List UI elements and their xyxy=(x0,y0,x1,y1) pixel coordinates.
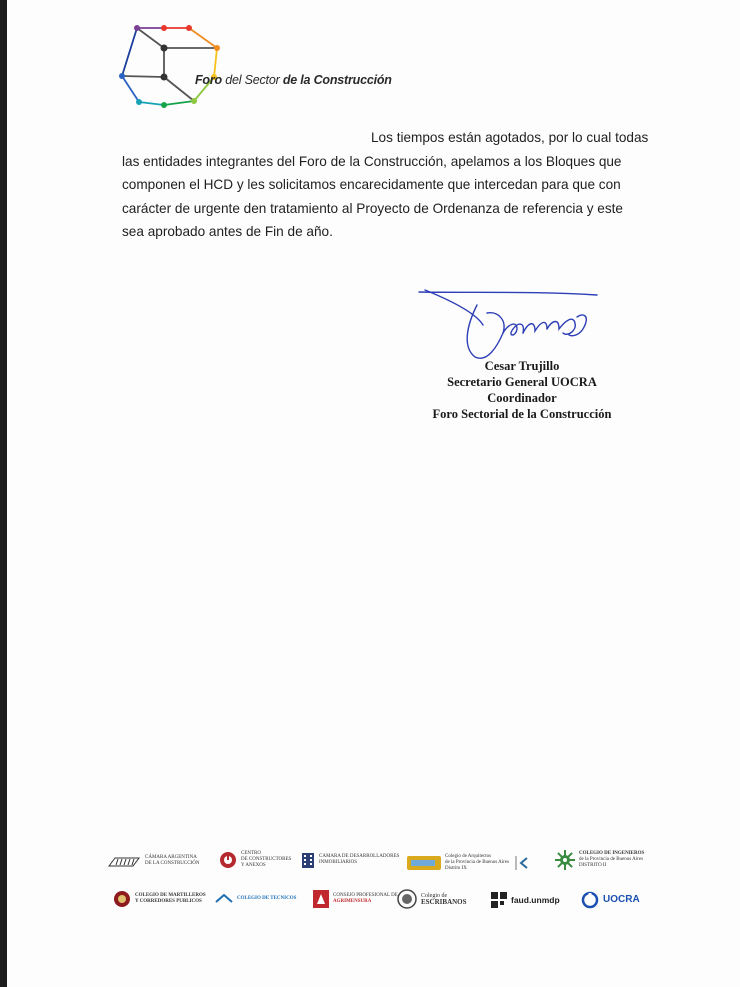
letter-paragraph xyxy=(122,126,662,244)
logo-colegio-arquitectos: Colegio de Arquitectos de la Provincia de Buenos Aires Distrito IX xyxy=(407,854,509,872)
paragraph-line: las entidades integrantes del Foro de la Construcción, apelamos a los Bloques que xyxy=(122,153,622,169)
signatory-role: Secretario General UOCRA xyxy=(447,375,597,389)
logo-escribanos: Colegio de ESCRIBANOS xyxy=(397,888,467,910)
gear-icon xyxy=(555,850,575,870)
logo-colegio-tecnicos: COLEGIO DE TECNICOS xyxy=(215,894,296,904)
scan-left-edge xyxy=(0,0,7,987)
uocra-icon xyxy=(581,891,599,909)
logo-camara-desarrolladores: CAMARA DE DESARROLLADORES INMOBILIARIOS xyxy=(301,851,399,869)
faud-icon xyxy=(491,892,507,908)
foro-logo xyxy=(119,22,399,112)
foro-network-icon xyxy=(119,22,229,112)
chevron-left-icon xyxy=(515,856,531,870)
centro-constructores-icon xyxy=(219,851,237,869)
colegio-tecnicos-icon xyxy=(215,894,233,904)
logo-uocra: UOCRA xyxy=(581,891,640,909)
paragraph-line: carácter de urgente den tratamiento al Proyecto de Ordenanza de referencia y este xyxy=(122,200,623,216)
paragraph-line: sea aprobado antes de Fin de año. xyxy=(122,224,333,239)
paragraph-line: Los tiempos están agotados, por lo cual todas xyxy=(371,130,649,145)
document-page xyxy=(7,0,740,987)
logo-colegio-ingenieros-arrow xyxy=(515,856,531,870)
colegio-martilleros-icon xyxy=(113,890,131,908)
logo-colegio-ingenieros: COLEGIO DE INGENIEROS de la Provincia de Buenos Aires DISTRITO II xyxy=(555,850,644,870)
signatory-block xyxy=(407,358,637,422)
signatory-org: Foro Sectorial de la Construcción xyxy=(432,407,612,421)
camara-argentina-icon xyxy=(107,854,141,868)
signatory-name: Cesar Trujillo xyxy=(484,359,560,373)
logo-wordmark: Foro del Sector de la Construcción xyxy=(195,73,392,87)
logo-centro-constructores: CENTRO DE CONSTRUCTORES Y ANEXOS xyxy=(219,851,291,869)
logo-agrimensura: CONSEJO PROFESIONAL DE AGRIMENSURA xyxy=(313,890,398,908)
agrimensura-icon xyxy=(313,890,329,908)
escribanos-seal-icon xyxy=(397,888,417,910)
signatory-title: Coordinador xyxy=(487,391,557,405)
colegio-arquitectos-icon xyxy=(407,856,441,870)
logo-camara-argentina: CÁMARA ARGENTINA DE LA CONSTRUCCIÓN xyxy=(107,854,199,868)
paragraph-line: componen el HCD y les solicitamos encarecidamente que intercedan para que con xyxy=(122,177,621,192)
logo-faud-unmdp: faud.unmdp xyxy=(491,892,560,908)
building-icon xyxy=(301,851,315,869)
sponsor-logos xyxy=(107,846,667,926)
logo-colegio-martilleros: COLEGIO DE MARTILLEROS Y CORREDORES PUBLICOS xyxy=(113,890,206,908)
